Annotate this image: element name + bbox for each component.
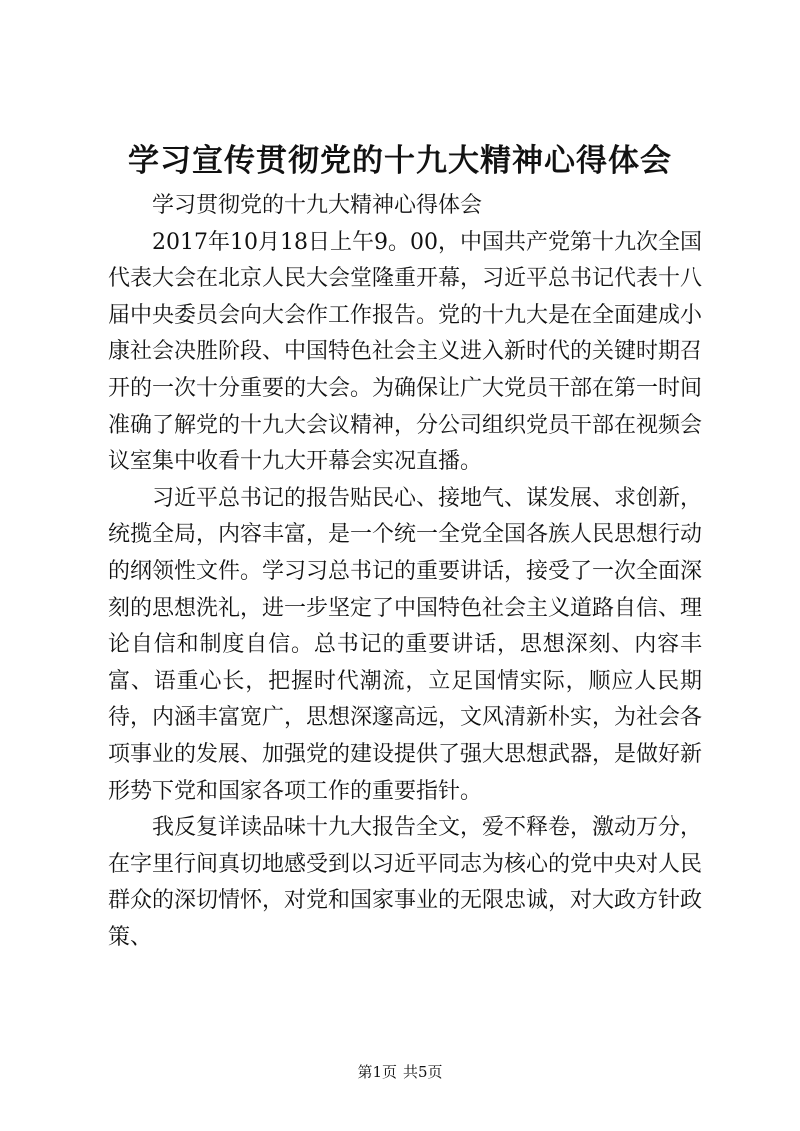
body-paragraph: 2017年10月18日上午9。00，中国共产党第十九次全国代表大会在北京人民大会堂隆重开幕，习近平总书记代表十八届中央委员会向大会作工作报告。党的十九大是在全面建成小康社会决胜阶段、中国特色社会主义进入新时代的关键时期召开的一次十分重要的大会。为确保让广大党员干部在第一时间准确了解党的十九大会议精神，分公司组织党员干部在视频会议室集中收看十九大开幕会实况直播。 [108,229,703,475]
page-footer [0,1062,800,1082]
page-total: 共5页 [403,1063,443,1081]
document-title: 学习宣传贯彻党的十九大精神心得体会 [128,143,672,179]
document-body [108,188,702,956]
subtitle-paragraph: 学习贯彻党的十九大精神心得体会 [152,193,483,218]
body-paragraph: 我反复详读品味十九大报告全文，爱不释卷，激动万分，在字里行间真切地感受到以习近平同志为核心的党中央对人民群众的深切情怀，对党和国家事业的无限忠诚，对大政方针政策、 [108,815,703,950]
page-number: 第1页 [357,1063,397,1081]
body-paragraph: 习近平总书记的报告贴民心、接地气、谋发展、求创新，统揽全局，内容丰富，是一个统一全党全国各族人民思想行动的纲领性文件。学习习总书记的重要讲话，接受了一次全面深刻的思想洗礼，进一步坚定了中国特色社会主义道路自信、理论自信和制度自信。总书记的重要讲话，思想深刻、内容丰富、语重心长，把握时代潮流，立足国情实际，顺应人民期待，内涵丰富宽广，思想深邃高远，文风清新朴实，为社会各项事业的发展、加强党的建设提供了强大思想武器，是做好新形势下党和国家各项工作的重要指针。 [108,485,703,804]
